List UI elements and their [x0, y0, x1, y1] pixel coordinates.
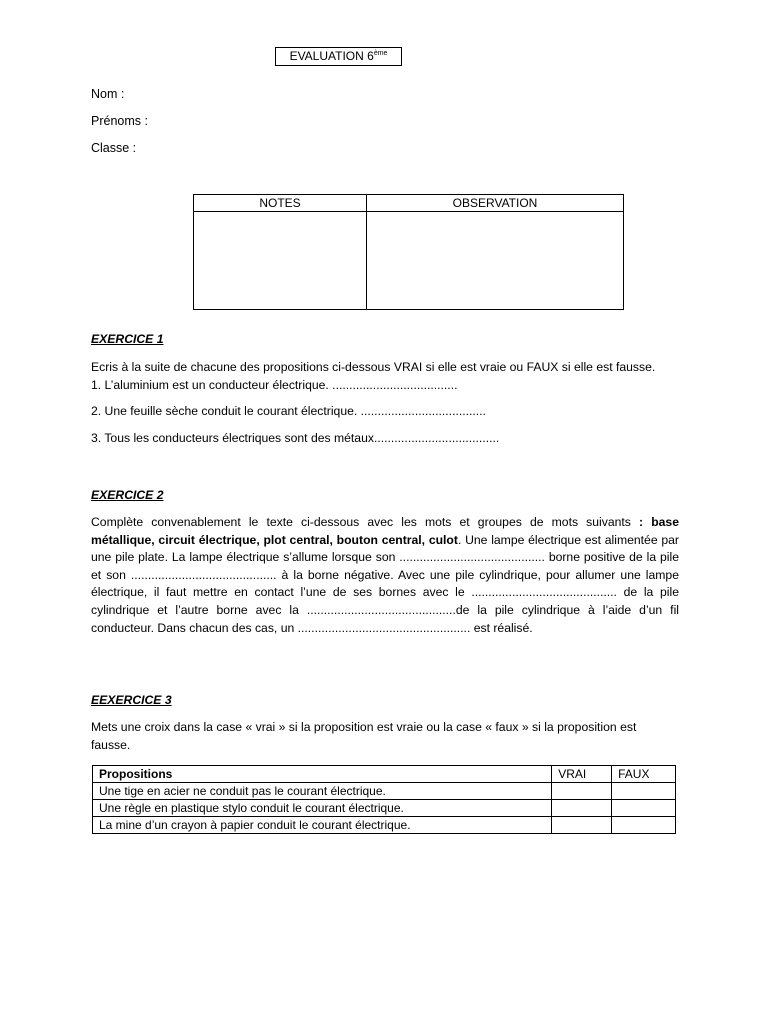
observation-header: OBSERVATION [367, 195, 624, 212]
proposition-cell: Une règle en plastique stylo conduit le courant électrique. [93, 800, 552, 817]
vrai-header: VRAI [552, 766, 612, 783]
vrai-checkbox-cell[interactable] [552, 817, 612, 834]
exercice-1-item: 2. Une feuille sèche conduit le courant électrique. ..................................... [91, 404, 486, 419]
proposition-cell: Une tige en acier ne conduit pas le courant électrique. [93, 783, 552, 800]
exercice-1-item: 3. Tous les conducteurs électriques sont des métaux..................................... [91, 430, 500, 445]
exercice-1-heading: EXERCICE 1 [91, 332, 164, 346]
page-title-text: EVALUATION 6 [289, 49, 374, 63]
observation-cell[interactable] [367, 212, 624, 310]
faux-checkbox-cell[interactable] [612, 800, 676, 817]
prenoms-label: Prénoms : [91, 114, 148, 128]
exercice-1-body [91, 359, 679, 447]
notes-cell[interactable] [194, 212, 367, 310]
exercice-2-body [91, 514, 679, 637]
vrai-checkbox-cell[interactable] [552, 800, 612, 817]
exercice-2-intro: Complète convenablement le texte ci-dessous avec les mots et groupes de mots suivants [91, 515, 640, 529]
propositions-table [92, 765, 676, 834]
classe-label: Classe : [91, 141, 137, 155]
proposition-cell: La mine d’un crayon à papier conduit le courant électrique. [93, 817, 552, 834]
exercice-2-text: . Une lampe électrique est alimentée par une pile plate. La lampe électrique s’allume lorsque son ........................................... borne positive de la pile et son ........................................... à la borne négative. Avec une pile cylindrique, pour allumer une lampe électrique, il faut mettre en contact l’une de ses bornes avec le ........................................... de la pile cylindrique et l’autre borne avec la ............................................de la pile cylindrique à l’aide d’un fil conducteur. Dans chacun des cas, un ................................................... est réalisé. [91, 532, 679, 635]
notes-header: NOTES [194, 195, 367, 212]
table-row [93, 783, 676, 800]
exercice-3-heading: EEXERCICE 3 [91, 693, 172, 707]
exercice-1-instruction: Ecris à la suite de chacune des propositions ci-dessous VRAI si elle est vraie ou FAUX si elle est fausse. [91, 360, 656, 374]
faux-header: FAUX [612, 766, 676, 783]
nom-label: Nom : [91, 87, 125, 101]
page-title-superscript: ème [373, 50, 388, 57]
exercice-2-words: : base métallique, circuit électrique, plot central, bouton central, culot [91, 515, 679, 547]
faux-checkbox-cell[interactable] [612, 783, 676, 800]
table-row [93, 800, 676, 817]
table-row [93, 817, 676, 834]
propositions-header: Propositions [93, 766, 552, 783]
faux-checkbox-cell[interactable] [612, 817, 676, 834]
grading-table [193, 194, 624, 310]
page-title [275, 47, 402, 66]
exercice-2-heading: EXERCICE 2 [91, 488, 164, 502]
exercice-3-instruction: Mets une croix dans la case « vrai » si la proposition est vraie ou la case « faux » si la proposition est fausse. [91, 720, 637, 752]
vrai-checkbox-cell[interactable] [552, 783, 612, 800]
exercice-1-item: 1. L’aluminium est un conducteur électrique. ..................................... [91, 377, 458, 392]
